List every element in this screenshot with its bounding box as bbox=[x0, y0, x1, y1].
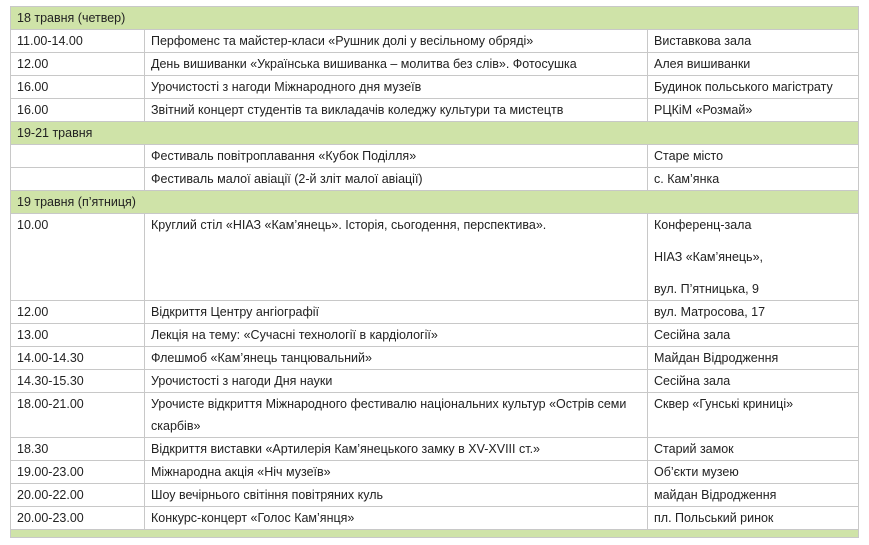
event-time: 12.00 bbox=[11, 301, 145, 324]
event-venue bbox=[648, 214, 859, 301]
event-time: 18.30 bbox=[11, 438, 145, 461]
event-title: Шоу вечірнього світіння повітряних куль bbox=[145, 484, 648, 507]
table-row bbox=[11, 76, 859, 99]
section-header-row bbox=[11, 191, 859, 214]
venue-line: Старе місто bbox=[654, 149, 724, 163]
table-row bbox=[11, 347, 859, 370]
event-time bbox=[11, 168, 145, 191]
event-time bbox=[11, 145, 145, 168]
trailing-section-band bbox=[11, 530, 859, 538]
table-row bbox=[11, 53, 859, 76]
table-row bbox=[11, 99, 859, 122]
event-venue bbox=[648, 347, 859, 370]
event-venue bbox=[648, 301, 859, 324]
event-time: 14.00-14.30 bbox=[11, 347, 145, 370]
venue-line: Сесійна зала bbox=[654, 328, 731, 342]
venue-line: Виставкова зала bbox=[654, 34, 752, 48]
event-title: Урочистості з нагоди Дня науки bbox=[145, 370, 648, 393]
event-title: Круглий стіл «НІАЗ «Кам’янець». Історія, сьогодення, перспектива». bbox=[145, 214, 648, 301]
section-title: 19 травня (п’ятниця) bbox=[11, 191, 859, 214]
event-venue bbox=[648, 507, 859, 530]
event-title: Міжнародна акція «Ніч музеїв» bbox=[145, 461, 648, 484]
venue-line: Сесійна зала bbox=[654, 374, 731, 388]
table-row bbox=[11, 484, 859, 507]
venue-line: Об’єкти музею bbox=[654, 465, 739, 479]
event-venue bbox=[648, 370, 859, 393]
event-venue bbox=[648, 438, 859, 461]
table-row bbox=[11, 145, 859, 168]
event-time: 14.30-15.30 bbox=[11, 370, 145, 393]
trailing-band-cell bbox=[11, 530, 859, 538]
table-row bbox=[11, 168, 859, 191]
schedule-body bbox=[11, 7, 859, 538]
table-row bbox=[11, 461, 859, 484]
venue-line: вул. Матросова, 17 bbox=[654, 305, 766, 319]
venue-line: майдан Відродження bbox=[654, 488, 777, 502]
event-title: Перфоменс та майстер-класи «Рушник долі у весільному обряді» bbox=[145, 30, 648, 53]
event-venue bbox=[648, 99, 859, 122]
event-title: Лекція на тему: «Сучасні технології в кардіології» bbox=[145, 324, 648, 347]
event-venue bbox=[648, 30, 859, 53]
venue-line: НІАЗ «Кам’янець», bbox=[654, 250, 763, 264]
event-time: 10.00 bbox=[11, 214, 145, 301]
event-time: 20.00-23.00 bbox=[11, 507, 145, 530]
event-title: Відкриття виставки «Артилерія Кам’янецького замку в XV-XVIII ст.» bbox=[145, 438, 648, 461]
event-title: Відкриття Центру ангіографії bbox=[145, 301, 648, 324]
event-time: 18.00-21.00 bbox=[11, 393, 145, 438]
event-title: Урочисте відкриття Міжнародного фестивалю національних культур «Острів семи скарбів» bbox=[145, 393, 648, 438]
table-row bbox=[11, 301, 859, 324]
event-venue bbox=[648, 168, 859, 191]
venue-line: вул. П’ятницька, 9 bbox=[654, 282, 759, 296]
event-title: Звітний концерт студентів та викладачів коледжу культури та мистецтв bbox=[145, 99, 648, 122]
event-title: Флешмоб «Кам’янець танцювальний» bbox=[145, 347, 648, 370]
event-time: 19.00-23.00 bbox=[11, 461, 145, 484]
table-row bbox=[11, 438, 859, 461]
venue-line: пл. Польський ринок bbox=[654, 511, 774, 525]
event-venue bbox=[648, 484, 859, 507]
venue-line: Майдан Відродження bbox=[654, 351, 779, 365]
event-title: Урочистості з нагоди Міжнародного дня музеїв bbox=[145, 76, 648, 99]
section-title: 19-21 травня bbox=[11, 122, 859, 145]
event-time: 20.00-22.00 bbox=[11, 484, 145, 507]
venue-line: с. Кам’янка bbox=[654, 172, 720, 186]
section-title: 18 травня (четвер) bbox=[11, 7, 859, 30]
venue-line: Конференц-зала bbox=[654, 218, 752, 232]
table-row bbox=[11, 214, 859, 301]
event-time: 16.00 bbox=[11, 76, 145, 99]
event-title: День вишиванки «Українська вишиванка – молитва без слів». Фотосушка bbox=[145, 53, 648, 76]
table-row bbox=[11, 370, 859, 393]
event-title: Фестиваль малої авіації (2-й зліт малої авіації) bbox=[145, 168, 648, 191]
table-row bbox=[11, 30, 859, 53]
event-venue bbox=[648, 461, 859, 484]
venue-line: Алея вишиванки bbox=[654, 57, 751, 71]
section-header-row bbox=[11, 122, 859, 145]
venue-line: РЦКіМ «Розмай» bbox=[654, 103, 753, 117]
venue-line: Старий замок bbox=[654, 442, 734, 456]
event-title: Фестиваль повітроплавання «Кубок Поділля» bbox=[145, 145, 648, 168]
venue-line: Сквер «Гунські криниці» bbox=[654, 397, 794, 411]
event-time: 12.00 bbox=[11, 53, 145, 76]
venue-line: Будинок польського магістрату bbox=[654, 80, 833, 94]
event-venue bbox=[648, 53, 859, 76]
table-row bbox=[11, 324, 859, 347]
section-header-row bbox=[11, 7, 859, 30]
event-title: Конкурс-концерт «Голос Кам’янця» bbox=[145, 507, 648, 530]
event-venue bbox=[648, 324, 859, 347]
table-row bbox=[11, 393, 859, 438]
event-time: 11.00-14.00 bbox=[11, 30, 145, 53]
event-time: 13.00 bbox=[11, 324, 145, 347]
table-row bbox=[11, 507, 859, 530]
events-schedule-table bbox=[10, 6, 859, 538]
event-time: 16.00 bbox=[11, 99, 145, 122]
event-venue bbox=[648, 145, 859, 168]
event-venue bbox=[648, 76, 859, 99]
event-venue bbox=[648, 393, 859, 438]
